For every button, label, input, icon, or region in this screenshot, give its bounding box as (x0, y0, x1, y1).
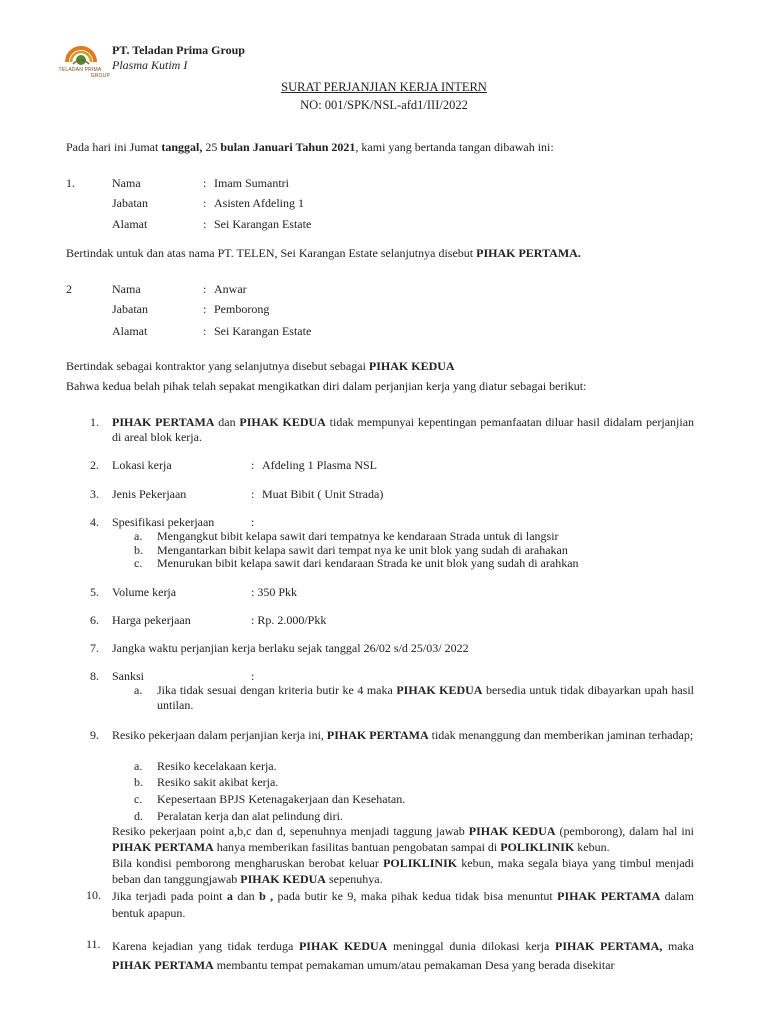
item9-p1-bold-3: POLIKLINIK (500, 840, 575, 854)
item11-bold-1: PIHAK KEDUA (298, 939, 388, 953)
party1-address-label: Alamat (112, 217, 148, 231)
item10-text-3: pada butir ke 9, maka pihak kedua tidak bisa menuntut (273, 889, 558, 903)
item5-value: : 350 Pkk (251, 585, 298, 599)
party2-name-value: Anwar (214, 282, 247, 296)
agreement-intro: Bahwa kedua belah pihak telah sepakat mengikatkan diri dalam perjanjian kerja yang diatur sebagai berikut: (66, 379, 587, 393)
item9-number: 9. (90, 728, 99, 742)
party2-position-value: Pemborong (214, 302, 270, 316)
intro-paragraph (66, 140, 554, 155)
item1-number: 1. (90, 415, 99, 429)
item9-p2-text-3: sepenuhya. (325, 872, 383, 886)
document-title: SURAT PERJANJIAN KERJA INTERN (281, 80, 487, 94)
item8-text-2: bersedia untuk tidak dibayarkan upah hasil untilan. (157, 683, 694, 712)
party2-number: 2 (66, 282, 72, 296)
item2-label: Lokasi kerja (112, 458, 172, 472)
intro-bold-2: bulan Januari Tahun 2021 (220, 140, 356, 154)
party1-address-colon: : (203, 217, 207, 231)
item2-number: 2. (90, 458, 99, 472)
item8-sub-a-text (157, 683, 694, 713)
party1-number: 1. (66, 176, 75, 190)
item10-text-4: dalam bentuk apapun. (112, 889, 694, 920)
item3-number: 3. (90, 487, 99, 501)
company-name: PT. Teladan Prima Group (112, 43, 245, 57)
item1-bold-2: PIHAK KEDUA (239, 415, 326, 429)
item9-p1-text-4: kebun. (574, 840, 610, 854)
item1-text (112, 415, 694, 445)
item10-text-1: Jika terjadi pada point (112, 889, 227, 903)
party1-address-value: Sei Karangan Estate (214, 217, 312, 231)
item9-p1-bold-1: PIHAK KEDUA (468, 824, 556, 838)
item4-sub-a-text: Mengangkut bibit kelapa sawit dari tempatnya ke kendaraan Strada untuk di langsir (157, 529, 559, 543)
party1-position-value: Asisten Afdeling 1 (214, 196, 304, 210)
party1-name-colon: : (203, 176, 207, 190)
party2-address-label: Alamat (112, 324, 148, 338)
item1-text-1: dan (214, 415, 240, 429)
item9-p1-bold-2: PIHAK PERTAMA (112, 840, 214, 854)
item10-bold-3: PIHAK PERTAMA (557, 889, 661, 903)
party1-statement-bold: PIHAK PERTAMA. (476, 246, 581, 260)
item9-p1-text-1: Resiko pekerjaan point a,b,c dan d, sepenuhnya menjadi taggung jawab (112, 824, 469, 838)
item8-sub-a-letter: a. (134, 683, 143, 697)
party1-statement-text: Bertindak untuk dan atas nama PT. TELEN, Sei Karangan Estate selanjutnya disebut (66, 246, 477, 260)
logo-caption (50, 67, 110, 79)
item3-label: Jenis Pekerjaan (112, 487, 187, 501)
document-number: NO: 001/SPK/NSL-afd1/III/2022 (300, 98, 468, 112)
party2-statement (66, 359, 455, 374)
item4-sub-c-text: Menurukan bibit kelapa sawit dari kendaraan Strada ke unit blok yang sudah di arahkan (157, 556, 579, 570)
item9-p2-text-2: kebun, maka segala biaya yang timbul menjadi beban dan tanggungjawab (112, 856, 694, 886)
intro-text-2: 25 (202, 140, 221, 154)
intro-text-1: Pada hari ini Jumat (66, 140, 162, 154)
item9-p1-text-3: hanya memberikan fasilitas bantuan pengobatan sampai di (213, 840, 501, 854)
item7-text: Jangka waktu perjanjian kerja berlaku sejak tanggal 26/02 s/d 25/03/ 2022 (112, 641, 469, 655)
party2-statement-text: Bertindak sebagai kontraktor yang selanjutnya disebut sebagai (66, 359, 369, 373)
item4-sub-c-letter: c. (134, 556, 143, 570)
item11-text-1: Karena kejadian yang tidak terduga (112, 939, 299, 953)
item8-label: Sanksi (112, 669, 145, 683)
item9-text-2: tidak menanggung dan memberikan jaminan terhadap; (428, 728, 694, 742)
intro-text-3: , kami yang bertanda tangan dibawah ini: (355, 140, 554, 154)
item9-p2-bold-2: PIHAK KEDUA (240, 872, 326, 886)
party2-position-label: Jabatan (112, 302, 148, 316)
item5-number: 5. (90, 585, 99, 599)
unit-name: Plasma Kutim I (112, 58, 188, 72)
item8-number: 8. (90, 669, 99, 683)
item9-text-1: Resiko pekerjaan dalam perjanjian kerja ini, (112, 728, 327, 742)
item4-number: 4. (90, 515, 99, 529)
item11-text (112, 937, 694, 975)
item6-number: 6. (90, 613, 99, 627)
logo-caption-line1: TELADAN PRIMA (58, 67, 102, 73)
item9-sub-c-text: Kepesertaan BPJS Ketenagakerjaan dan Kesehatan. (157, 792, 406, 806)
item7-number: 7. (90, 641, 99, 655)
item9-sub-a-text: Resiko kecelakaan kerja. (157, 759, 277, 773)
item10-number: 10. (86, 888, 101, 902)
party2-name-colon: : (203, 282, 207, 296)
item9-p2-bold-1: POLIKLINIK (383, 856, 458, 870)
party1-statement (66, 246, 581, 261)
item11-text-4: membantu tempat pemakaman umum/atau pemakaman Desa yang berada disekitar (213, 958, 615, 972)
item3-colon: : (251, 487, 255, 501)
item2-value: Afdeling 1 Plasma NSL (262, 458, 377, 472)
item10-bold-1: a (226, 889, 233, 903)
item3-value: Muat Bibit ( Unit Strada) (262, 487, 384, 501)
item9-sub-c-letter: c. (134, 792, 143, 806)
item9-paragraph-2 (112, 855, 694, 887)
item4-sub-a-letter: a. (134, 529, 143, 543)
logo-caption-line2: GROUP (90, 73, 110, 79)
party2-address-value: Sei Karangan Estate (214, 324, 312, 338)
item4-sub-b-letter: b. (134, 543, 143, 557)
item4-sub-b-text: Mengantarkan bibit kelapa sawit dari tempat nya ke unit blok yang sudah di arahakan (157, 543, 568, 557)
party2-address-colon: : (203, 324, 207, 338)
item10-text (112, 888, 694, 922)
item11-text-2: meninggal dunia dilokasi kerja (387, 939, 555, 953)
item6-value: : Rp. 2.000/Pkk (251, 613, 327, 627)
party1-position-label: Jabatan (112, 196, 148, 210)
item2-colon: : (251, 458, 255, 472)
party2-statement-bold: PIHAK KEDUA (368, 359, 455, 373)
item9-p2-text-1: Bila kondisi pemborong mengharuskan berobat keluar (112, 856, 384, 870)
item9-sub-a-letter: a. (134, 759, 143, 773)
item8-colon: : (251, 669, 255, 683)
company-logo-emblem (53, 38, 109, 68)
item8-bold-1: PIHAK KEDUA (396, 683, 483, 697)
item9-sub-b-text: Resiko sakit akibat kerja. (157, 775, 279, 789)
party1-name-label: Nama (112, 176, 141, 190)
item6-label: Harga pekerjaan (112, 613, 191, 627)
item4-label: Spesifikasi pekerjaan (112, 515, 215, 529)
item8-text-1: Jika tidak sesuai dengan kriteria butir ke 4 maka (157, 683, 397, 697)
item5-label: Volume kerja (112, 585, 177, 599)
item1-bold-1: PIHAK PERTAMA (112, 415, 215, 429)
item9-p1-text-2: (pemborong), dalam hal ini (555, 824, 695, 838)
item9-sub-d-text: Peralatan kerja dan alat pelindung diri. (157, 809, 343, 823)
item9-sub-b-letter: b. (134, 775, 143, 789)
item11-number: 11. (86, 937, 101, 951)
party2-name-label: Nama (112, 282, 141, 296)
intro-bold-1: tanggal, (161, 140, 203, 154)
item11-text-3: maka (662, 939, 695, 953)
item1-text-2: tidak mempunyai kepentingan pemanfaatan diluar hasil didalam perjanjian di areal blok kerja. (112, 415, 695, 444)
item11-bold-2: PIHAK PERTAMA, (554, 939, 663, 953)
item4-colon: : (251, 515, 255, 529)
item9-paragraph-1 (112, 823, 694, 855)
party2-position-colon: : (203, 302, 207, 316)
item9-sub-d-letter: d. (134, 809, 143, 823)
party1-position-colon: : (203, 196, 207, 210)
item9-bold-1: PIHAK PERTAMA (326, 728, 429, 742)
item11-bold-3: PIHAK PERTAMA (112, 958, 214, 972)
item10-text-2: dan (232, 889, 260, 903)
item10-bold-2: b , (259, 889, 274, 903)
item9-text (112, 728, 694, 743)
party1-name-value: Imam Sumantri (214, 176, 289, 190)
